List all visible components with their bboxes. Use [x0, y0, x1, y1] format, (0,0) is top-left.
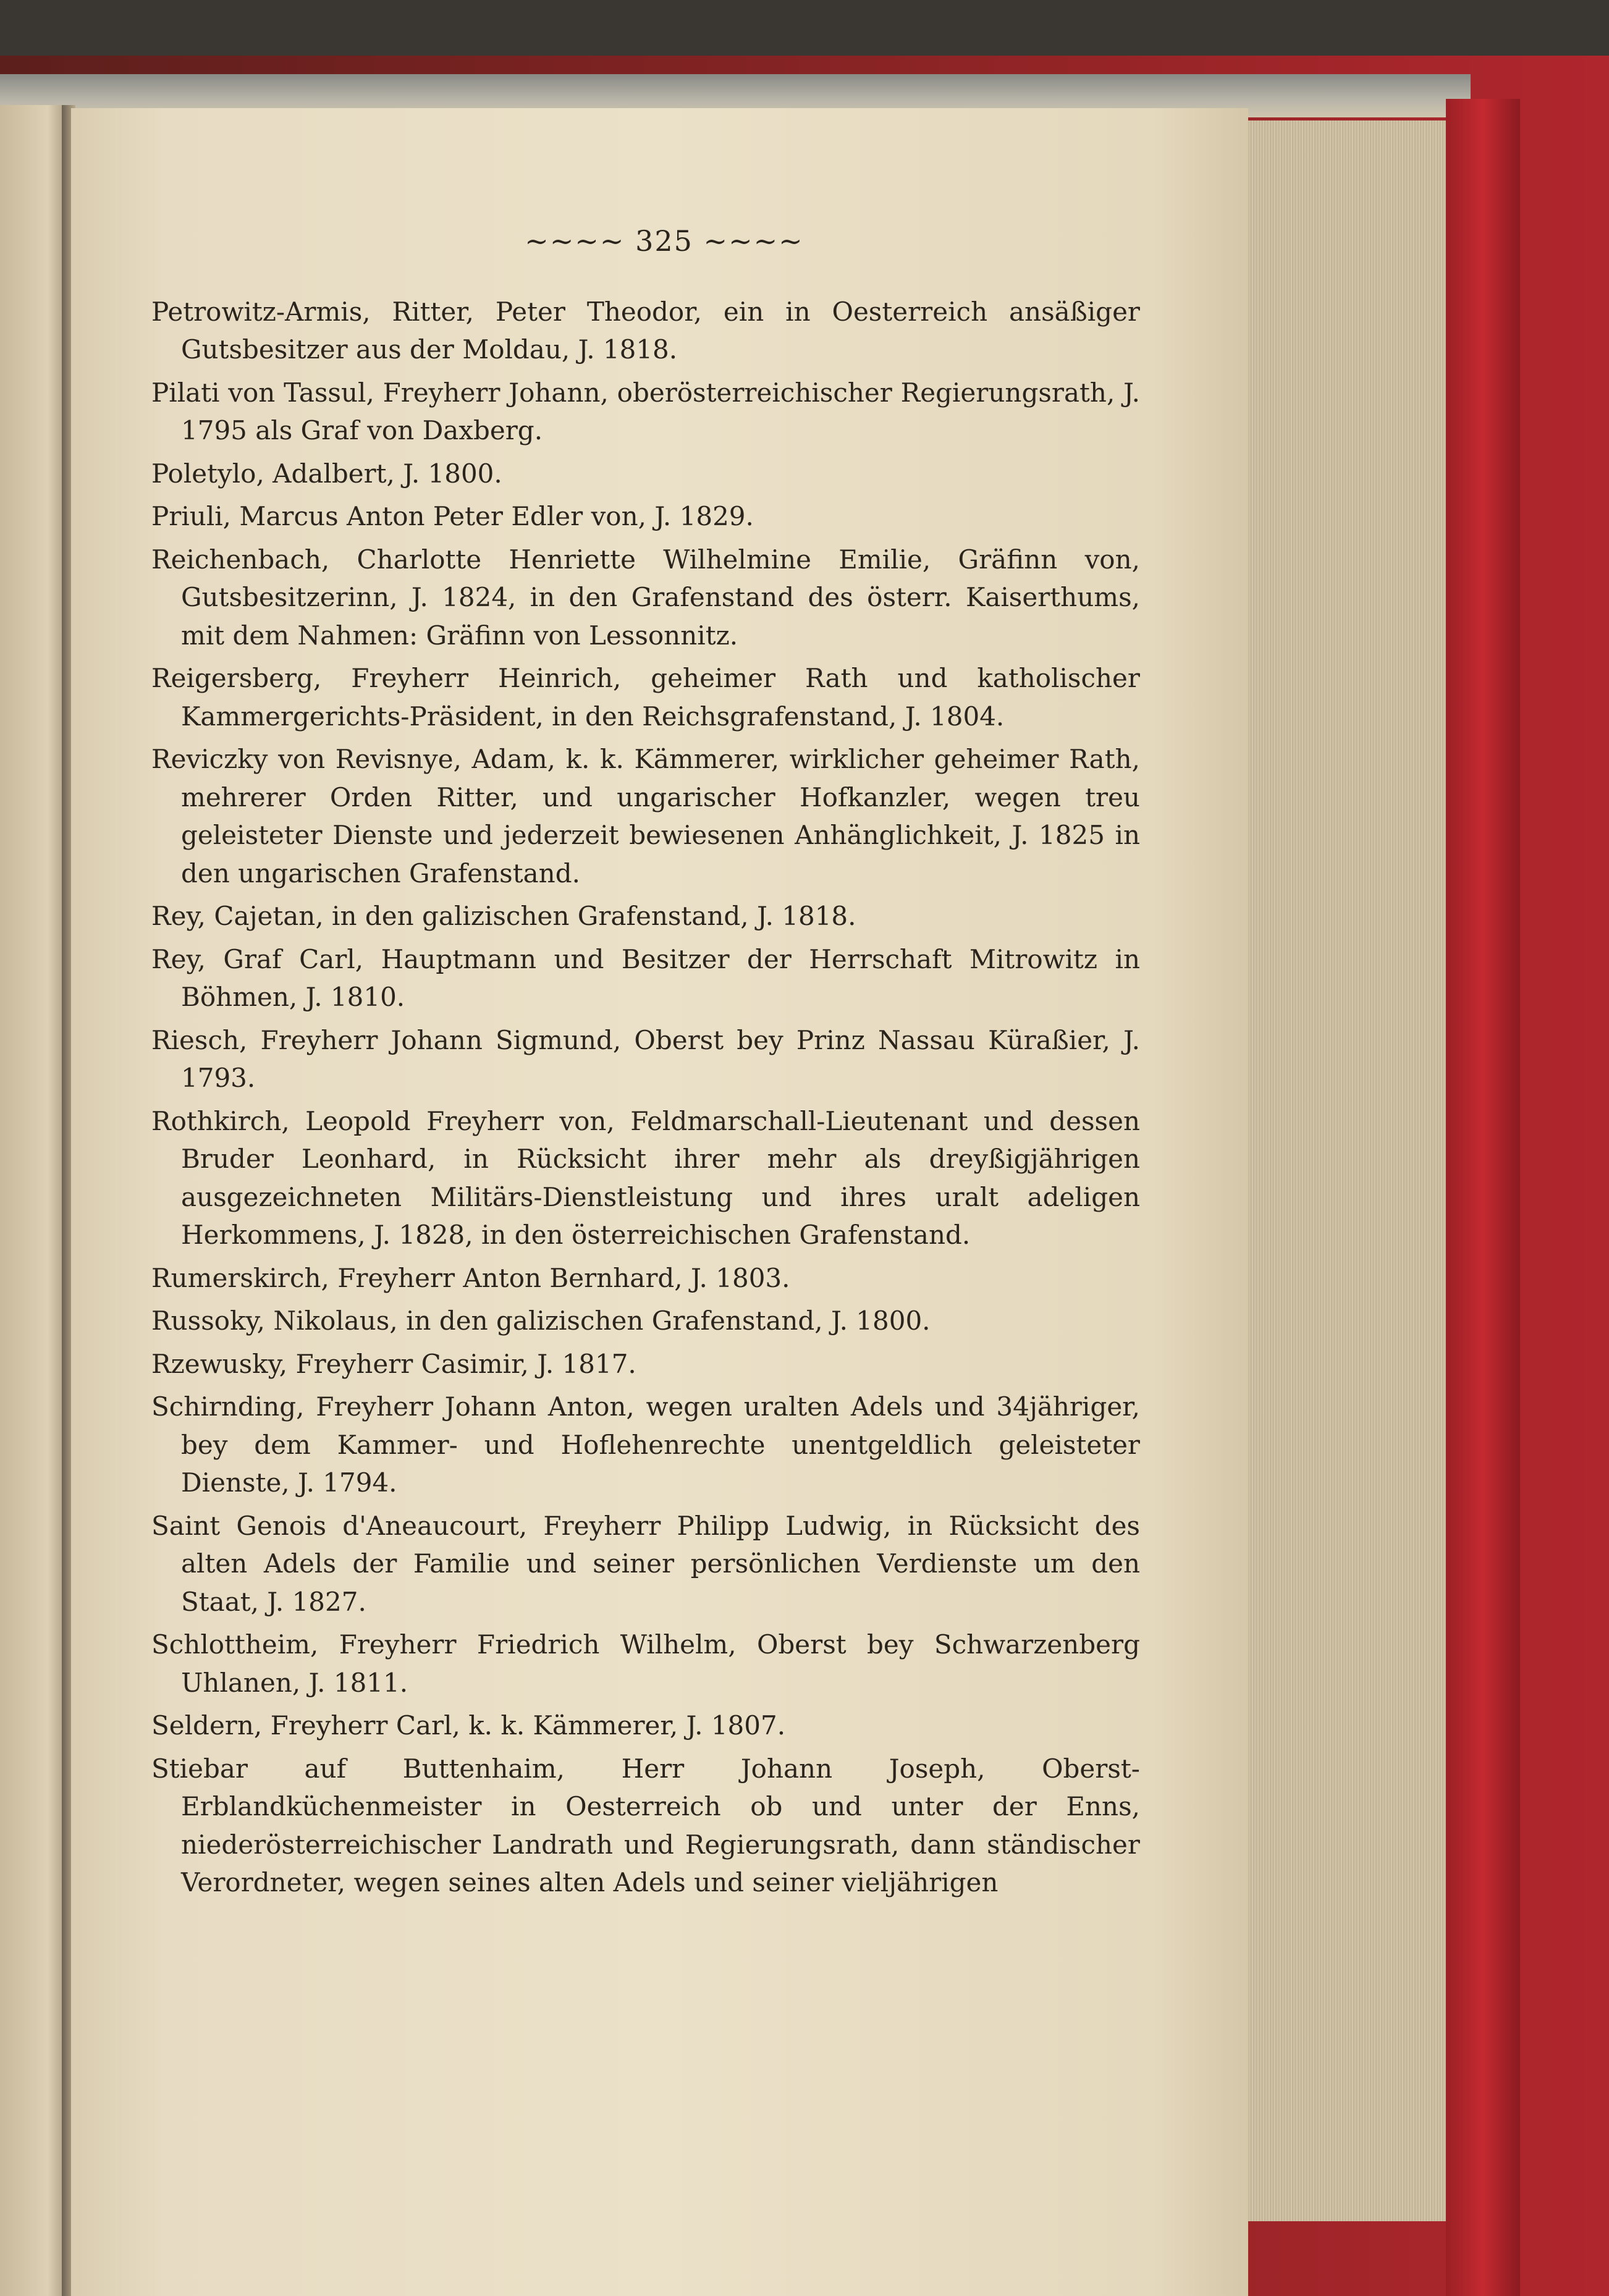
entry: Reichenbach, Charlotte Henriette Wilhelmine Emilie, Gräfinn von, Gutsbesitzerinn, J. 1824, in den Grafenstand des österr. Kaiserthums, mit dem Nahmen: Gräfinn von Lessonnitz.: [151, 544, 1140, 651]
entry: Petrowitz-Armis, Ritter, Peter Theodor, ein in Oesterreich ansäßiger Gutsbesitzer aus der Moldau, J. 1818.: [151, 296, 1140, 365]
page-number: ~~~~ 325 ~~~~: [525, 224, 804, 258]
entry: Rey, Cajetan, in den galizischen Grafenstand, J. 1818.: [151, 901, 856, 931]
entry: Riesch, Freyherr Johann Sigmund, Oberst bey Prinz Nassau Küraßier, J. 1793.: [151, 1024, 1140, 1093]
entry: Rzewusky, Freyherr Casimir, J. 1817.: [151, 1348, 636, 1379]
entry: Reviczky von Revisnye, Adam, k. k. Kämmerer, wirklicher geheimer Rath, mehrerer Orden Ritter, und ungarischer Hofkanzler, wegen treu geleisteter Dienste und jederzeit bewiesenen Anhänglichkeit, J. 1825 in den ungarischen Grafenstand.: [151, 744, 1140, 888]
entry: Rey, Graf Carl, Hauptmann und Besitzer der Herrschaft Mitrowitz in Böhmen, J. 1810.: [151, 943, 1140, 1012]
entry: Reigersberg, Freyherr Heinrich, geheimer Rath und katholischer Kammergerichts-Präsident, in den Reichsgrafenstand, J. 1804.: [151, 663, 1140, 732]
entry: Pilati von Tassul, Freyherr Johann, oberösterreichischer Regierungsrath, J. 1795 als Graf von Daxberg.: [151, 377, 1140, 445]
entry: Rumerskirch, Freyherr Anton Bernhard, J. 1803.: [151, 1262, 790, 1293]
entry: Poletylo, Adalbert, J. 1800.: [151, 458, 502, 489]
page-text: [151, 222, 1140, 1907]
entry: Saint Genois d'Aneaucourt, Freyherr Philipp Ludwig, in Rücksicht des alten Adels der Familie und seiner persönlichen Verdienste um den Staat, J. 1827.: [151, 1510, 1140, 1617]
entry: Schirnding, Freyherr Johann Anton, wegen uralten Adels und 34jähriger, bey dem Kammer- und Hoflehenrechte unentgeldlich geleisteter Dienste, J. 1794.: [151, 1391, 1140, 1498]
cover-spine-edge: [1446, 99, 1520, 2296]
entry: Rothkirch, Leopold Freyherr von, Feldmarschall-Lieutenant und dessen Bruder Leonhard, in Rücksicht ihrer mehr als dreyßigjährigen ausgezeichneten Militärs-Dienstleistung und ihres uralt adeligen Herkommens, J. 1828, in den österreichischen Grafenstand.: [151, 1105, 1140, 1250]
page-edges: [1242, 120, 1452, 2221]
entry: Priuli, Marcus Anton Peter Edler von, J. 1829.: [151, 501, 754, 531]
page-number-ornament-right: ~~~~: [693, 224, 804, 258]
entry: Schlottheim, Freyherr Friedrich Wilhelm, Oberst bey Schwarzenberg Uhlanen, J. 1811.: [151, 1629, 1140, 1698]
left-page-edge: [0, 105, 68, 2296]
entry: Russoky, Nikolaus, in den galizischen Grafenstand, J. 1800.: [151, 1306, 931, 1336]
entry: Seldern, Freyherr Carl, k. k. Kämmerer, J. 1807.: [151, 1710, 786, 1741]
entry: Stiebar auf Buttenhaim, Herr Johann Joseph, Oberst-Erblandküchenmeister in Oesterreich ob und unter der Enns, niederösterreichischer Landrath und Regierungsrath, dann ständischer Verordneter, wegen seines alten Adels und seiner vieljährigen: [151, 1753, 1140, 1897]
page-number-ornament-left: ~~~~: [525, 224, 636, 258]
